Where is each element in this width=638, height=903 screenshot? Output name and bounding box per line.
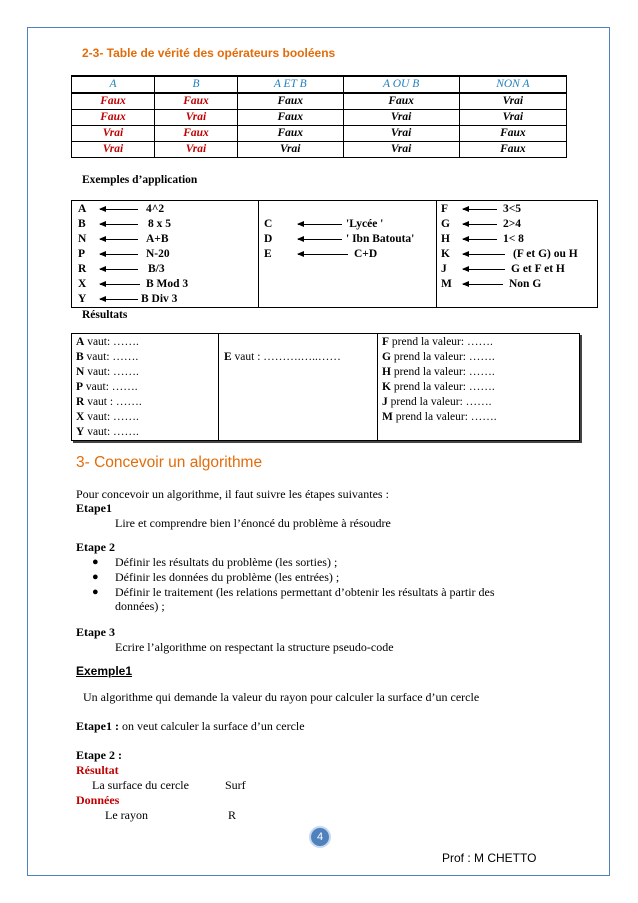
expression: 2>4: [503, 218, 522, 230]
var-name: H: [441, 233, 450, 245]
expression: B Mod 3: [146, 278, 189, 290]
result-text: prend la valeur: …….: [387, 396, 492, 408]
var-name: X: [76, 411, 85, 423]
arrow-left-icon: [298, 239, 342, 240]
result-line: [76, 410, 139, 425]
result-line: [76, 365, 139, 380]
result-line: [76, 395, 142, 410]
table-row: [72, 110, 567, 126]
result-text: vaut: …….: [83, 381, 138, 393]
expression: 8 x 5: [148, 218, 171, 230]
var-name: N: [76, 366, 85, 378]
var-name: K: [382, 381, 391, 393]
var-name: J: [441, 263, 447, 275]
expression: 1< 8: [503, 233, 524, 245]
arrow-left-icon: [463, 284, 503, 285]
result-line: [382, 335, 493, 350]
cell-b: Faux: [154, 126, 237, 142]
table-row: [72, 93, 567, 110]
etape2-label: Etape 2: [76, 540, 115, 554]
cell-not: Vrai: [459, 110, 566, 126]
result-text: prend la valeur: …….: [390, 366, 495, 378]
cell-not: Faux: [459, 142, 566, 158]
result-line: [76, 335, 139, 350]
var-name: C: [264, 218, 273, 230]
bullet-icon: ●: [92, 556, 99, 568]
result-text: vaut: …….: [84, 366, 139, 378]
var-name: J: [382, 396, 388, 408]
result-text: prend la valeur: …….: [392, 411, 497, 423]
arrow-left-icon: [463, 254, 505, 255]
var-name: Y: [76, 426, 85, 438]
exemple1-text: Un algorithme qui demande la valeur du rayon pour calculer la surface d’un cercle: [83, 690, 480, 704]
header-cell: B: [154, 76, 237, 93]
section-2-3-title: 2-3- Table de vérité des opérateurs booléens: [82, 46, 336, 60]
column-divider: [258, 201, 259, 307]
expression: B/3: [148, 263, 165, 275]
result-text: vaut: …….: [84, 426, 139, 438]
cell-a: Faux: [72, 110, 155, 126]
result-text: prend la valeur: …….: [390, 351, 495, 363]
var-name: P: [78, 248, 86, 260]
result-line: [76, 380, 138, 395]
result-line: [382, 350, 495, 365]
bullet-icon: ●: [92, 571, 99, 583]
var-name: A: [76, 336, 85, 348]
cell-not: Faux: [459, 126, 566, 142]
var-name: G: [382, 351, 391, 363]
expression: ' Ibn Batouta': [346, 233, 415, 245]
donnees-label: Données: [76, 793, 120, 807]
resultat-label: Résultat: [76, 763, 119, 777]
arrow-left-icon: [463, 239, 497, 240]
var-name: F: [441, 203, 449, 215]
column-divider: [218, 334, 219, 440]
cell-b: Vrai: [154, 142, 237, 158]
result-line: [382, 365, 495, 380]
result-line: [76, 350, 138, 365]
ex-etape2-label: Etape 2 :: [76, 748, 122, 762]
etape1-text: Lire et comprendre bien l’énoncé du problème à résoudre: [115, 516, 391, 530]
var-name: E: [264, 248, 272, 260]
expression: (F et G) ou H: [513, 248, 578, 260]
var-name: F: [382, 336, 390, 348]
donnees-var: R: [228, 808, 237, 822]
cell-b: Faux: [154, 93, 237, 110]
var-name: M: [441, 278, 452, 290]
resultat-desc: La surface du cercle: [92, 778, 189, 792]
etape3-text: Ecrire l’algorithme on respectant la structure pseudo-code: [115, 640, 394, 654]
etape1-label: Etape1: [76, 501, 112, 515]
ex-etape1-text: on veut calculer la surface d’un cercle: [119, 719, 305, 733]
var-name: R: [76, 396, 85, 408]
cell-and: Faux: [237, 126, 343, 142]
table-row: [72, 142, 567, 158]
expression: C+D: [354, 248, 378, 260]
arrow-left-icon: [463, 224, 497, 225]
bullet-icon: ●: [92, 586, 99, 598]
header-cell: NON A: [459, 76, 566, 93]
list-item-continuation: données) ;: [115, 599, 165, 613]
result-text: vaut : ……….…..……: [231, 351, 341, 363]
var-name: X: [78, 278, 87, 290]
expression: 'Lycée ': [346, 218, 384, 230]
results-box: [71, 333, 580, 441]
header-cell: A ET B: [237, 76, 343, 93]
var-name: D: [264, 233, 273, 245]
exemple1-title: Exemple1: [76, 664, 133, 678]
arrow-left-icon: [100, 209, 138, 210]
header-cell: A: [72, 76, 155, 93]
result-text: vaut : …….: [84, 396, 142, 408]
result-line: [382, 410, 497, 425]
var-name: B: [76, 351, 84, 363]
arrow-left-icon: [100, 284, 140, 285]
var-name: G: [441, 218, 450, 230]
table-row: [72, 126, 567, 142]
list-item-text: Définir les résultats du problème (les sorties) ;: [115, 555, 338, 569]
list-item-text: Définir le traitement (les relations permettant d’obtenir les résultats à partir des: [115, 585, 495, 599]
results-label: Résultats: [82, 309, 128, 321]
cell-and: Vrai: [237, 142, 343, 158]
footer-author: Prof : M CHETTO: [442, 851, 537, 865]
arrow-left-icon: [100, 254, 138, 255]
result-line: [76, 425, 139, 440]
var-name: H: [382, 366, 391, 378]
truth-table-header: [72, 76, 567, 93]
list-item: [92, 555, 338, 569]
cell-a: Vrai: [72, 126, 155, 142]
var-name: K: [441, 248, 450, 260]
cell-or: Vrai: [343, 126, 459, 142]
expression: B Div 3: [141, 293, 178, 305]
cell-or: Vrai: [343, 142, 459, 158]
result-text: vaut: …….: [84, 336, 139, 348]
ex-etape1: [76, 719, 305, 733]
arrow-left-icon: [298, 224, 342, 225]
intro-text: Pour concevoir un algorithme, il faut suivre les étapes suivantes :: [76, 487, 389, 501]
arrow-left-icon: [100, 299, 138, 300]
cell-a: Faux: [72, 93, 155, 110]
list-item: [92, 570, 340, 584]
var-name: N: [78, 233, 87, 245]
result-line: [382, 380, 495, 395]
cell-or: Faux: [343, 93, 459, 110]
var-name: A: [78, 203, 87, 215]
var-name: Y: [78, 293, 87, 305]
var-name: B: [78, 218, 86, 230]
resultat-var: Surf: [225, 778, 246, 792]
result-line: [224, 350, 341, 365]
cell-b: Vrai: [154, 110, 237, 126]
expression: 3<5: [503, 203, 522, 215]
result-text: prend la valeur: …….: [390, 381, 495, 393]
result-line: [382, 395, 492, 410]
var-name: M: [382, 411, 393, 423]
result-text: vaut: …….: [84, 411, 139, 423]
section-3-title: 3- Concevoir un algorithme: [76, 454, 263, 471]
cell-or: Vrai: [343, 110, 459, 126]
expression: 4^2: [146, 203, 165, 215]
var-name: R: [78, 263, 87, 275]
donnees-desc: Le rayon: [105, 808, 148, 822]
arrow-left-icon: [298, 254, 348, 255]
expression: G et F et H: [511, 263, 565, 275]
result-text: vaut: …….: [83, 351, 139, 363]
column-divider: [436, 201, 437, 307]
expression: A+B: [146, 233, 169, 245]
column-divider: [377, 334, 378, 440]
page-number-badge: 4: [309, 826, 331, 848]
ex-etape1-label: Etape1 :: [76, 719, 119, 733]
arrow-left-icon: [463, 209, 497, 210]
cell-and: Faux: [237, 93, 343, 110]
etape3-label: Etape 3: [76, 625, 115, 639]
expression: Non G: [509, 278, 542, 290]
list-item-text: Définir les données du problème (les entrées) ;: [115, 570, 340, 584]
arrow-left-icon: [100, 239, 138, 240]
arrow-left-icon: [100, 269, 138, 270]
var-name: E: [224, 351, 232, 363]
header-cell: A OU B: [343, 76, 459, 93]
cell-and: Faux: [237, 110, 343, 126]
list-item: [92, 585, 495, 599]
arrow-left-icon: [100, 224, 138, 225]
truth-table: [71, 75, 567, 158]
arrow-left-icon: [463, 269, 505, 270]
result-text: prend la valeur: …….: [389, 336, 493, 348]
cell-not: Vrai: [459, 93, 566, 110]
examples-box: [71, 200, 598, 308]
expression: N-20: [146, 248, 170, 260]
var-name: P: [76, 381, 84, 393]
examples-label: Exemples d’application: [82, 174, 198, 186]
cell-a: Vrai: [72, 142, 155, 158]
